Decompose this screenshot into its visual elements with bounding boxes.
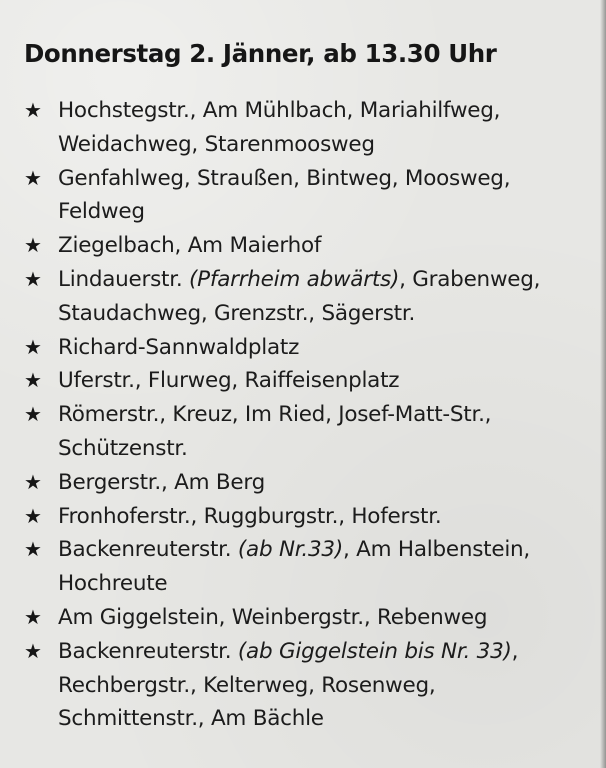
star-icon: ★ [24,469,42,494]
page-edge-shadow [600,0,606,768]
item-line: Richard-Sannwaldplatz [58,334,300,360]
item-line: Hochstegstr., Am Mühlbach, Mariahilfweg, [58,98,501,123]
item-line: Uferstr., Flurweg, Raiffeisenplatz [58,368,400,394]
list-item [24,263,590,331]
star-icon: ★ [24,165,42,190]
star-icon: ★ [24,402,42,427]
item-line: Staudachweg, Grenzstr., Sägerstr. [58,300,416,326]
item-note: (ab Giggelstein bis Nr. 33) [237,638,512,664]
street-list [24,94,590,736]
list-item [24,94,590,162]
item-line: Backenreuterstr. (ab Giggelstein bis Nr. 33), [58,638,519,664]
star-icon: ★ [24,503,42,528]
list-item [24,229,590,263]
item-line: Backenreuterstr. (ab Nr.33), Am Halbenstein, [58,537,531,563]
item-line: Römerstr., Kreuz, Im Ried, Josef-Matt-Str., [58,402,492,428]
item-line: Schützenstr. [58,435,188,461]
star-icon: ★ [24,334,42,359]
list-item [24,635,590,736]
list-item [24,466,590,500]
list-item [24,364,590,398]
star-icon: ★ [24,233,42,258]
item-line: Lindauerstr. (Pfarrheim abwärts), Grabenweg, [58,266,541,292]
list-item [24,331,590,365]
star-icon: ★ [24,638,42,663]
page-title: Donnerstag 2. Jänner, ab 13.30 Uhr [24,39,497,68]
list-item [24,162,590,230]
star-icon: ★ [24,604,42,629]
list-item [24,533,590,601]
list-item [24,500,590,534]
item-line: Fronhoferstr., Ruggburgstr., Hoferstr. [58,503,442,529]
star-icon: ★ [24,98,42,122]
item-line: Feldweg [58,199,145,225]
star-icon: ★ [24,266,42,291]
item-line: Hochreute [58,571,168,597]
item-note: (ab Nr.33) [237,537,343,563]
item-note: (Pfarrheim abwärts) [189,266,400,292]
item-line: Genfahlweg, Straußen, Bintweg, Moosweg, [58,165,511,191]
item-line: Schmittenstr., Am Bächle [58,706,324,732]
item-line: Ziegelbach, Am Maierhof [58,233,322,259]
item-line: Rechbergstr., Kelterweg, Rosenweg, [58,672,436,698]
list-item [24,601,590,635]
item-line: Bergerstr., Am Berg [58,469,265,495]
item-line: Am Giggelstein, Weinbergstr., Rebenweg [58,604,488,630]
star-icon: ★ [24,368,42,393]
item-line: Weidachweg, Starenmoosweg [58,131,375,157]
star-icon: ★ [24,537,42,562]
list-item [24,398,590,466]
